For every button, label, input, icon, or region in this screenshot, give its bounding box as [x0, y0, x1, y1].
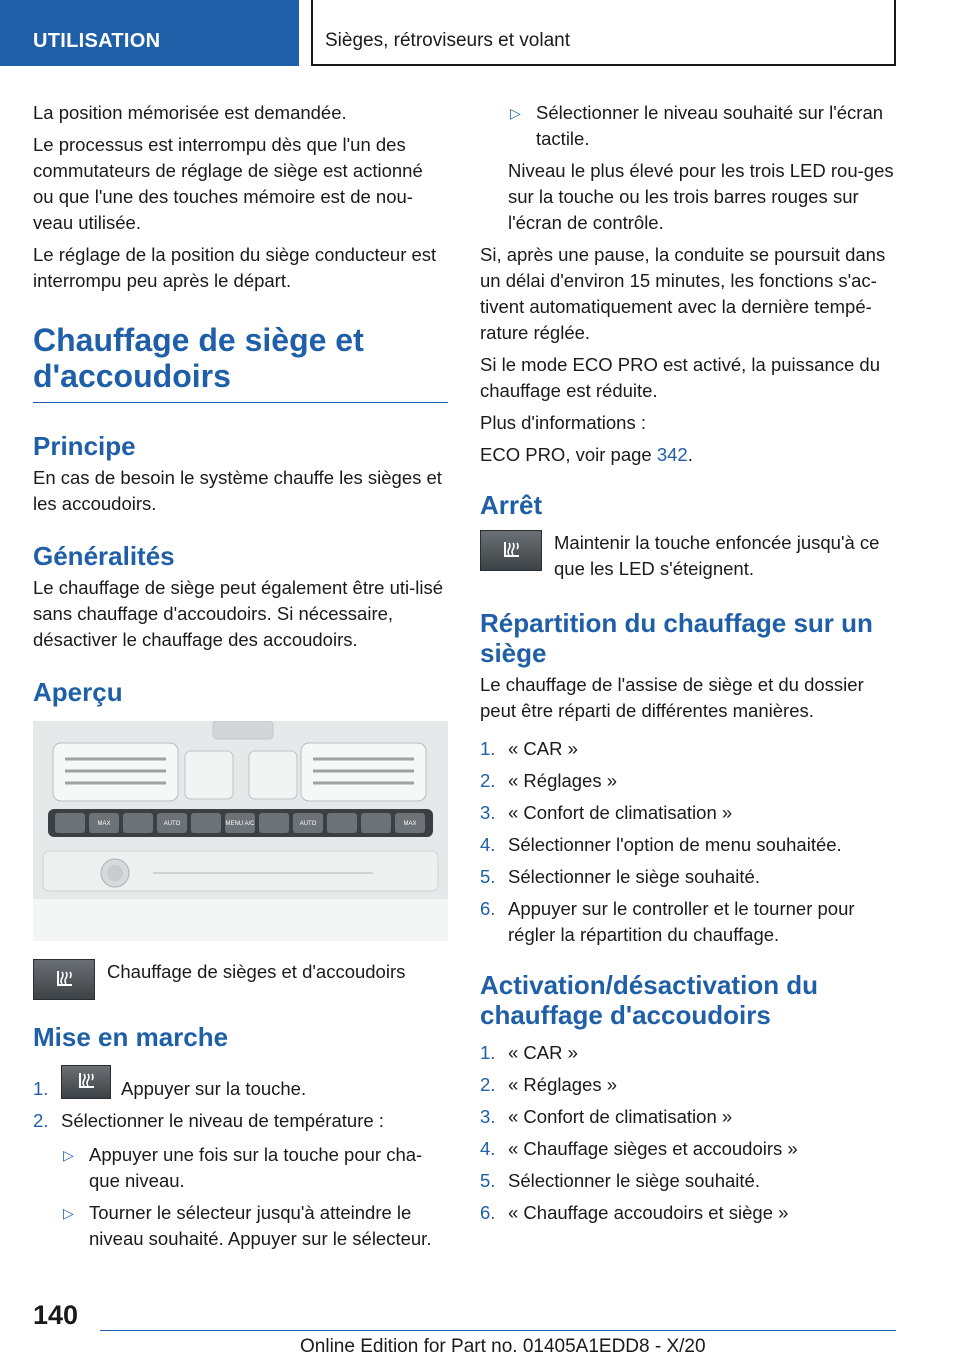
subheading-generalites: Généralités — [33, 541, 175, 571]
edition-note: Online Edition for Part no. 01405A1EDD8 - X/20 — [300, 1336, 706, 1357]
step-text: Appuyer sur la touche. — [121, 1078, 307, 1099]
list-item — [480, 864, 900, 890]
step-text: « Confort de climatisation » — [508, 802, 733, 823]
sub-list-item — [61, 1200, 448, 1252]
step-text: Sélectionner le niveau de température : — [61, 1110, 384, 1131]
reference-text: ECO PRO, voir page — [480, 444, 657, 465]
step-number: 5. — [480, 1170, 496, 1191]
paragraph: Si, après une pause, la conduite se poursuit dans un délai d'environ 15 minutes, les fonctions s'ac-tivent automatiquement avec la dernière tempé-rature réglée. — [480, 244, 886, 343]
triangle-bullet-icon: ▷ — [510, 105, 521, 121]
list-item — [480, 896, 900, 948]
photo-button-label: AUTO — [299, 821, 317, 827]
footer-divider — [100, 1330, 896, 1331]
photo-button-label: MAX — [403, 821, 417, 827]
seat-heating-icon — [33, 959, 95, 1000]
page-link[interactable]: 342 — [656, 444, 688, 465]
subheading-activation: Activation/désactivation du chauffage d'accoudoirs — [480, 970, 819, 1030]
step-text: Sélectionner l'option de menu souhaitée. — [508, 834, 842, 855]
paragraph: Le processus est interrompu dès que l'un des commutateurs de réglage de siège est actionné ou que l'une des touches mémoire est de nou-veau utilisée. — [33, 134, 423, 233]
step-number: 3. — [480, 802, 496, 823]
paragraph: En cas de besoin le système chauffe les sièges et les accoudoirs. — [33, 467, 442, 514]
step-text: Appuyer sur le controller et le tourner pour régler la répartition du chauffage. — [508, 898, 855, 945]
section-title: UTILISATION — [33, 30, 161, 52]
steps-list — [480, 736, 900, 948]
paragraph: Le chauffage de l'assise de siège et du dossier peut être réparti de différentes manières. — [480, 674, 864, 721]
list-item — [480, 1040, 900, 1066]
step-number: 2. — [33, 1110, 49, 1131]
left-column — [33, 100, 448, 1258]
dashboard-illustration — [33, 721, 448, 941]
photo-button-label: AUTO — [163, 821, 181, 827]
icon-caption: Chauffage de sièges et d'accoudoirs — [107, 961, 406, 982]
sub-list-item — [508, 100, 900, 152]
step-number: 4. — [480, 834, 496, 855]
step-text: Sélectionner le siège souhaité. — [508, 866, 760, 887]
step-text: « CAR » — [508, 1042, 578, 1063]
list-item — [480, 1168, 900, 1194]
list-item — [480, 768, 900, 794]
paragraph: Si le mode ECO PRO est activé, la puissance du chauffage est réduite. — [480, 354, 880, 401]
step-number: 1. — [33, 1078, 49, 1099]
sub-item-text: Sélectionner le niveau souhaité sur l'écran tactile. — [536, 102, 884, 149]
step-number: 1. — [480, 1042, 496, 1063]
list-item — [480, 1072, 900, 1098]
chapter-header — [311, 0, 896, 66]
list-item — [480, 1200, 900, 1226]
subheading-repartition: Répartition du chauffage sur un siège — [480, 608, 873, 668]
subheading-principe: Principe — [33, 431, 136, 461]
sub-list — [61, 1142, 448, 1252]
seat-heating-icon — [480, 530, 542, 571]
seat-heating-icon — [61, 1065, 111, 1099]
section-tab — [0, 0, 299, 66]
icon-legend — [33, 959, 448, 1000]
right-column — [480, 100, 900, 1232]
subheading-arret: Arrêt — [480, 490, 543, 520]
chapter-title: Sièges, rétroviseurs et volant — [325, 30, 571, 51]
step-text: « Réglages » — [508, 770, 618, 791]
list-item — [480, 800, 900, 826]
triangle-bullet-icon: ▷ — [63, 1205, 74, 1221]
list-item — [33, 1108, 448, 1252]
subheading-mise-en-marche: Mise en marche — [33, 1022, 229, 1052]
photo-button-label: MAX — [97, 821, 111, 827]
paragraph: Le réglage de la position du siège conducteur est interrompu peu après le départ. — [33, 244, 437, 291]
paragraph: Plus d'informations : — [480, 412, 646, 433]
triangle-bullet-icon: ▷ — [63, 1147, 74, 1163]
step-text: « Chauffage accoudoirs et siège » — [508, 1202, 789, 1223]
sub-item-text: Tourner le sélecteur jusqu'à atteindre le niveau souhaité. Appuyer sur le sélecteur. — [89, 1202, 432, 1249]
paragraph: Niveau le plus élevé pour les trois LED rou-ges sur la touche ou les trois barres rouges sur l'écran de contrôle. — [508, 160, 894, 233]
section-heading: Chauffage de siège et d'accoudoirs — [33, 322, 448, 403]
steps-list — [33, 1062, 448, 1252]
sub-list-item — [61, 1142, 448, 1194]
instruction-text: Maintenir la touche enfoncée jusqu'à ce que les LED s'éteignent. — [554, 532, 880, 579]
cross-reference — [480, 442, 900, 468]
step-number: 6. — [480, 1202, 496, 1223]
step-number: 2. — [480, 770, 496, 791]
steps-list — [480, 1040, 900, 1226]
step-text: Sélectionner le siège souhaité. — [508, 1170, 760, 1191]
step-number: 2. — [480, 1074, 496, 1095]
paragraph: La position mémorisée est demandée. — [33, 102, 347, 123]
list-item — [480, 1136, 900, 1162]
sub-list — [480, 100, 900, 152]
reference-end: . — [687, 444, 693, 465]
list-item — [480, 736, 900, 762]
step-text: « Chauffage sièges et accoudoirs » — [508, 1138, 798, 1159]
step-number: 6. — [480, 898, 496, 919]
step-number: 5. — [480, 866, 496, 887]
icon-instruction — [480, 530, 900, 582]
step-number: 4. — [480, 1138, 496, 1159]
list-item — [33, 1062, 448, 1102]
page-number: 140 — [33, 1300, 79, 1330]
list-item — [480, 832, 900, 858]
step-text: « Réglages » — [508, 1074, 618, 1095]
climate-control-photo — [33, 721, 448, 941]
step-text: « Confort de climatisation » — [508, 1106, 733, 1127]
sub-item-text: Appuyer une fois sur la touche pour cha-que niveau. — [89, 1144, 423, 1191]
step-text: « CAR » — [508, 738, 578, 759]
subheading-apercu: Aperçu — [33, 677, 123, 707]
paragraph: Le chauffage de siège peut également être uti-lisé sans chauffage d'accoudoirs. Si nécessaire, désactiver le chauffage des accoudoirs. — [33, 577, 444, 650]
list-item — [480, 1104, 900, 1130]
photo-button-label: MENU A/C — [225, 821, 255, 827]
step-number: 1. — [480, 738, 496, 759]
step-number: 3. — [480, 1106, 496, 1127]
